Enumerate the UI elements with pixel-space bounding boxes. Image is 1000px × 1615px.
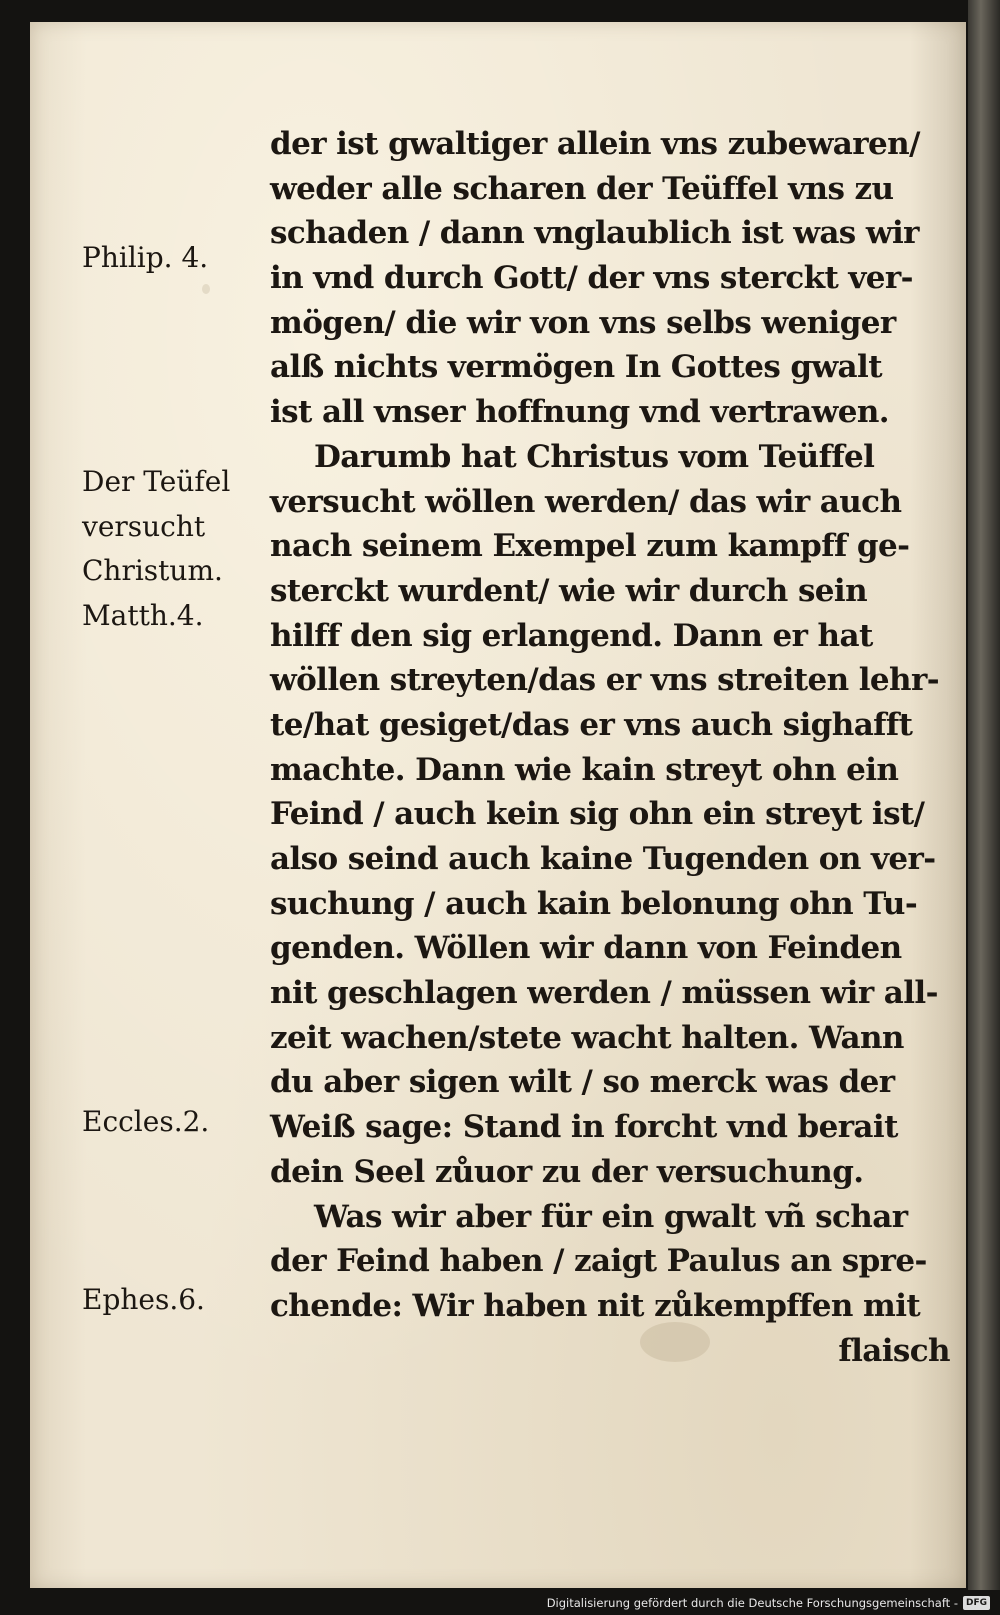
margin-note-line: Philip. 4. (82, 241, 209, 274)
margin-note-line: Eccles.2. (82, 1105, 210, 1138)
text-line: chende: Wir haben nit zůkempffen mit (270, 1287, 921, 1324)
margin-note-ephes (82, 1282, 205, 1317)
catchword: flaisch (838, 1332, 950, 1369)
book-page (30, 22, 966, 1588)
text-line: machte. Dann wie kain streyt ohn ein (270, 751, 899, 788)
text-line: alß nichts vermögen In Gottes gwalt (270, 349, 882, 386)
digitization-credit (547, 1594, 990, 1612)
margin-note-line: versucht (82, 509, 206, 543)
text-line: versucht wöllen werden/ das wir auch (270, 483, 902, 520)
text-line: wöllen streyten/das er vns streiten lehr- (270, 662, 939, 699)
text-line: Darumb hat Christus vom Teüffel (314, 438, 875, 475)
text-line: Weiß sage: Stand in forcht vnd berait (270, 1109, 898, 1146)
text-line: du aber sigen wilt / so merck was der (270, 1064, 895, 1101)
text-line: weder alle scharen der Teüffel vns zu (270, 170, 894, 207)
margin-note-line: Matth.4. (82, 599, 204, 633)
text-line: der ist gwaltiger allein vns zubewaren/ (270, 126, 920, 162)
margin-note-teufel (82, 460, 230, 639)
paper-stain (202, 284, 210, 294)
margin-note-eccles (82, 1104, 209, 1139)
text-line: schaden / dann vnglaublich ist was wir (270, 215, 919, 252)
margin-note-line: Christum. (82, 554, 223, 588)
text-line: Was wir aber für ein gwalt vñ schar (314, 1198, 908, 1235)
credit-text: Digitalisierung gefördert durch die Deutsche Forschungsgemeinschaft - (546, 1596, 958, 1610)
margin-note-philip (82, 240, 208, 275)
text-line: suchung / auch kain belonung ohn Tu- (270, 885, 918, 922)
text-line: hilff den sig erlangend. Dann er hat (270, 617, 873, 654)
text-line: also seind auch kaine Tugenden on ver- (270, 841, 936, 877)
text-line: zeit wachen/stete wacht halten. Wann (270, 1019, 904, 1056)
text-line: dein Seel zůuor zu der versuchung. (270, 1153, 864, 1190)
text-line: nit geschlagen werden / müssen wir all- (270, 975, 938, 1012)
book-edge (968, 0, 1000, 1590)
margin-note-line: Der Teüfel (82, 465, 231, 498)
text-line: te/hat gesiget/das er vns auch sighafft (270, 706, 913, 743)
text-line: sterckt wurdent/ wie wir durch sein (270, 572, 868, 609)
text-line: nach seinem Exempel zum kampff ge- (270, 528, 910, 565)
text-line: ist all vnser hoffnung vnd vertrawen. (270, 394, 889, 431)
text-line: der Feind haben / zaigt Paulus an spre- (270, 1243, 927, 1280)
text-line: Feind / auch kein sig ohn ein streyt ist/ (270, 796, 925, 833)
text-line: in vnd durch Gott/ der vns sterckt ver- (270, 260, 913, 297)
main-text-block (270, 122, 950, 1373)
text-line: mögen/ die wir von vns selbs weniger (270, 304, 896, 341)
dfg-logo: DFG (963, 1596, 990, 1610)
text-line: genden. Wöllen wir dann von Feinden (270, 930, 902, 967)
margin-note-line: Ephes.6. (82, 1283, 205, 1316)
